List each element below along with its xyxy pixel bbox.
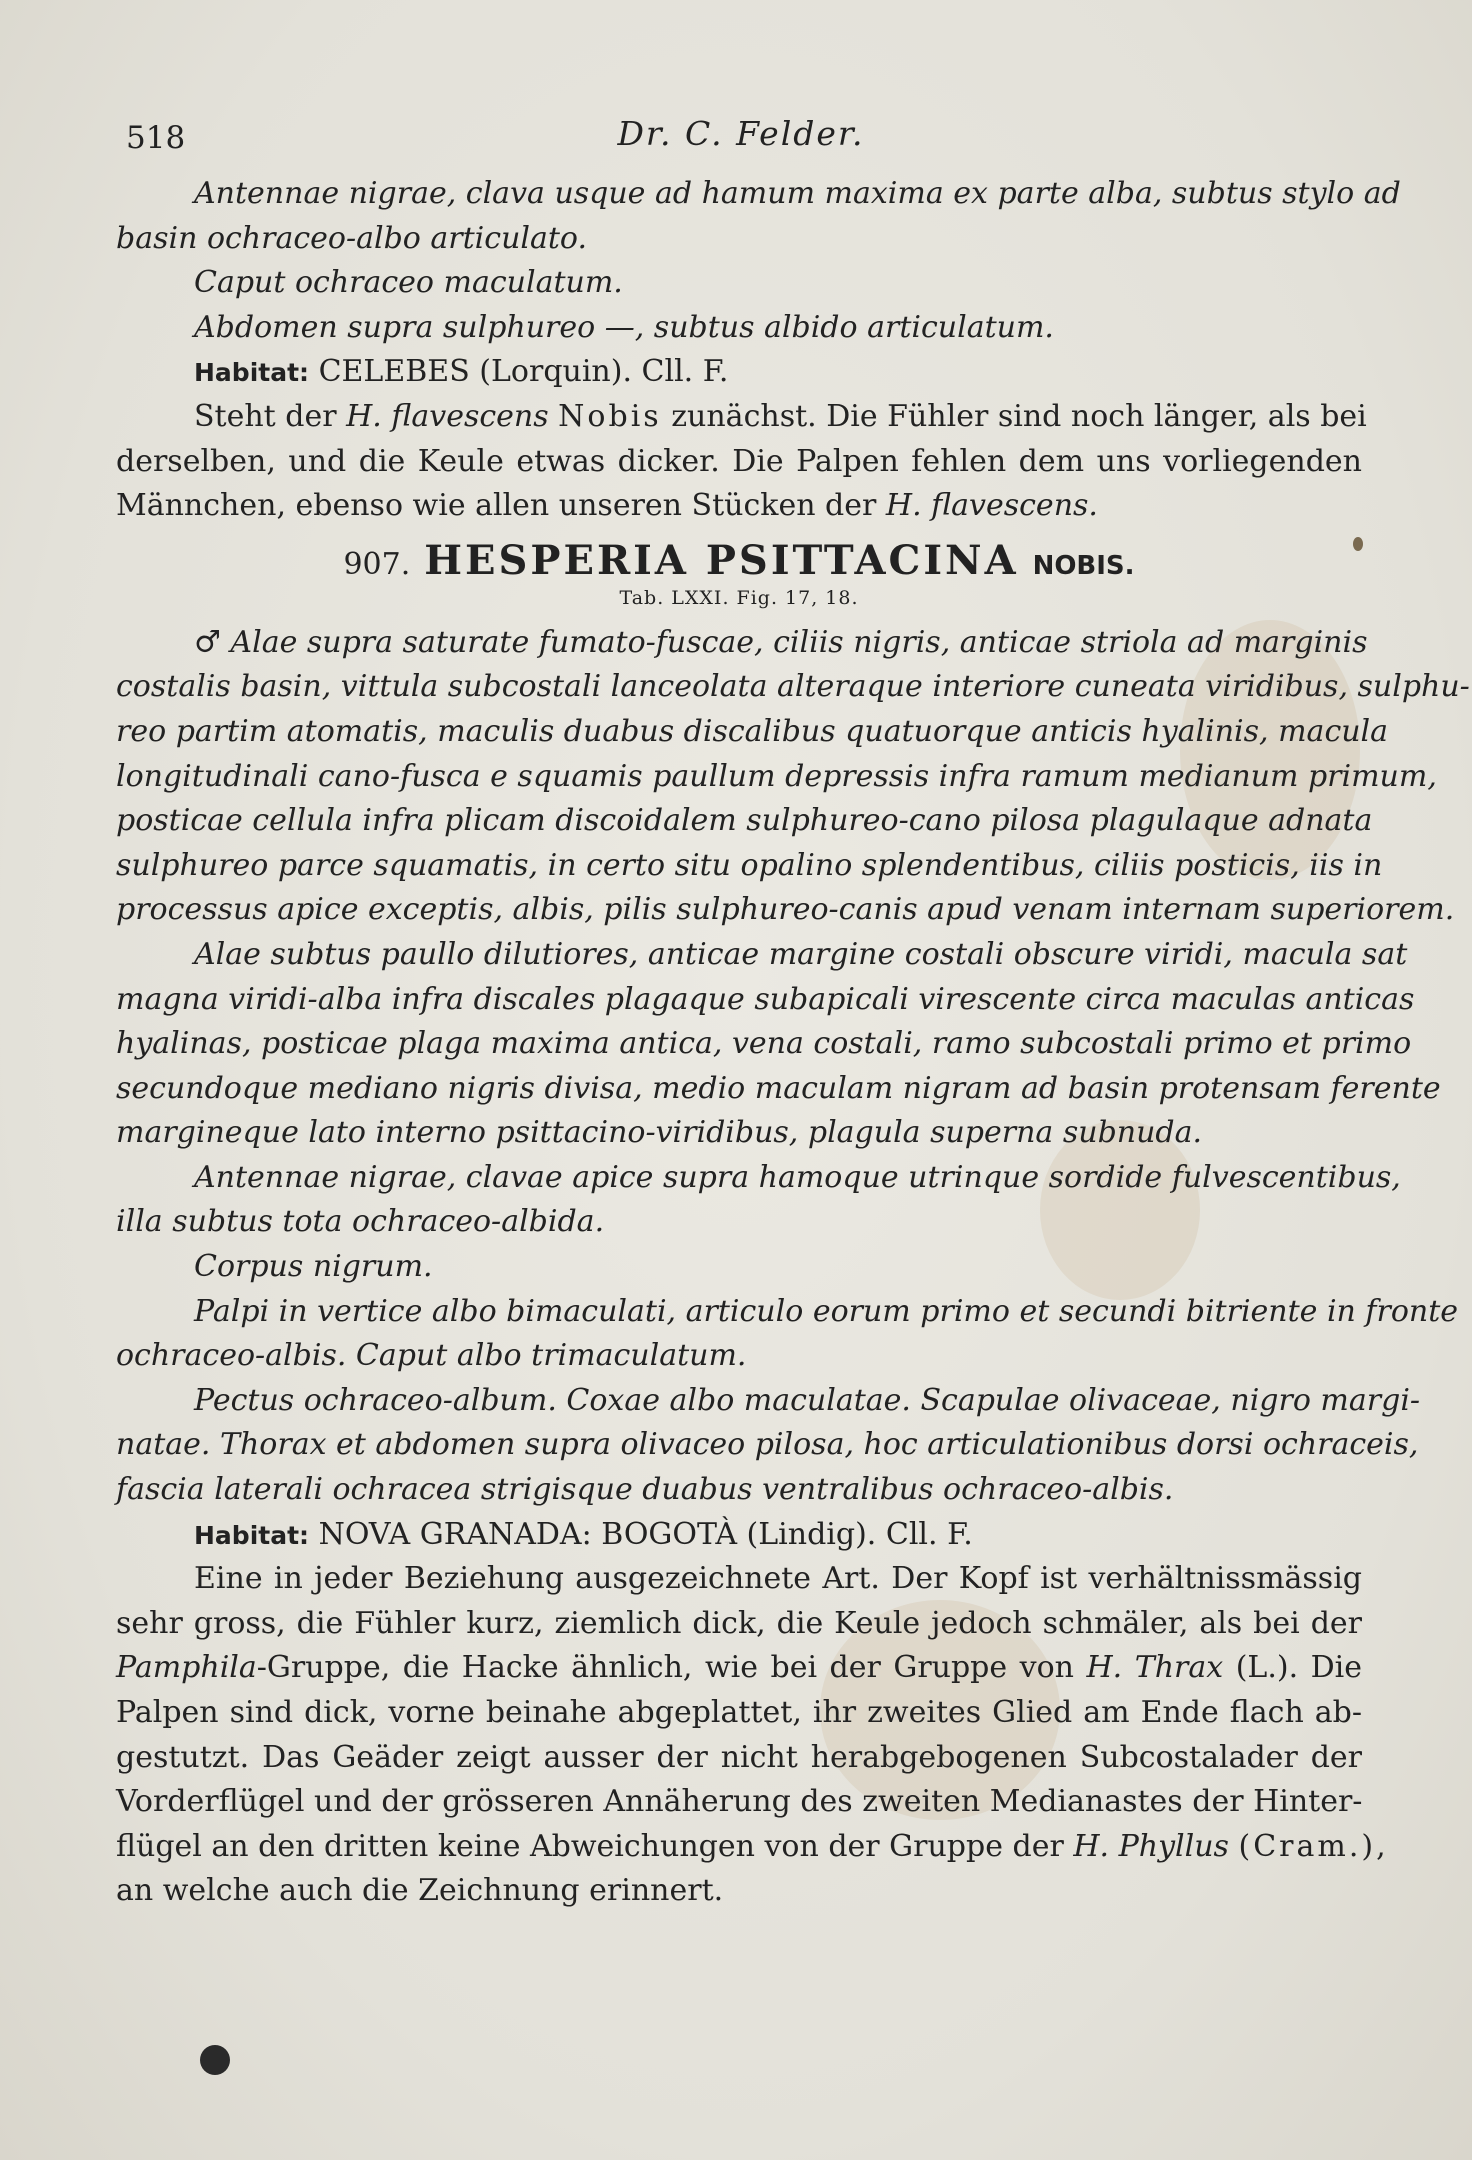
species-ref: H. flavescens. xyxy=(885,488,1098,524)
text-span: Steht der xyxy=(194,398,337,434)
text-line: ♂ Alae supra saturate fumato-fuscae, ciliis nigris, anticae striola ad marginis xyxy=(194,624,1368,660)
text-line: posticae cellula infra plicam discoidalem sulphureo-cano pilosa plagulaque adnata xyxy=(116,803,1373,839)
text-line: Abdomen supra sulphureo —, subtus albido articulatum. xyxy=(194,309,1054,345)
text-line: Palpi in vertice albo bimaculati, articulo eorum primo et secundi bitriente in fronte xyxy=(194,1293,1459,1329)
text-line: secundoque mediano nigris divisa, medio maculam nigram ad basin protensam ferente xyxy=(116,1070,1441,1106)
species-heading xyxy=(116,529,1362,621)
text-line: Antennae nigrae, clava usque ad hamum maxima ex parte alba, subtus stylo ad xyxy=(194,176,1401,211)
text-line: fascia laterali ochracea strigisque duabus ventralibus ochraceo-albis. xyxy=(116,1472,1174,1508)
text-line: an welche auch die Zeichnung erinnert. xyxy=(116,1873,724,1909)
text-span: flügel an den dritten keine Abweichungen von der Gruppe der xyxy=(116,1828,1064,1864)
description-upperside xyxy=(116,621,1470,933)
text-line: margineque lato interno psittacino-viridibus, plagula superna subnuda. xyxy=(116,1115,1203,1151)
plate-reference: Tab. LXXI. Fig. 17, 18. xyxy=(619,586,859,609)
ink-speck xyxy=(200,2045,230,2075)
description-palpi xyxy=(116,1290,1459,1379)
description-antennae xyxy=(116,1156,1401,1245)
author-ref: (Cram.), xyxy=(1238,1828,1389,1864)
text-line: reo partim atomatis, maculis duabus discalibus quatuorque anticis hyalinis, macula xyxy=(116,713,1389,749)
text-line: Vorderflügel und der grösseren Annäherung des zweiten Medianastes der Hinter- xyxy=(116,1784,1363,1820)
habitat-text: CELEBES (Lorquin). Cll. F. xyxy=(318,354,729,390)
text-line: Corpus nigrum. xyxy=(194,1249,433,1285)
text-span: -Gruppe, die Hacke ähnlich, wie bei der Gruppe von xyxy=(256,1650,1074,1686)
text-line xyxy=(116,484,1362,529)
author-ref: Nobis xyxy=(558,398,662,434)
page-body xyxy=(116,172,1470,1914)
text-line: Palpen sind dick, vorne beinahe abgeplattet, ihr zweites Glied am Ende flach ab- xyxy=(116,1695,1362,1730)
text-line xyxy=(116,1646,1362,1691)
species-number: 907. xyxy=(343,546,411,582)
page-number: 518 xyxy=(126,120,186,156)
genus-ref: Pamphila xyxy=(116,1650,257,1686)
species-ref: H. Phyllus xyxy=(1073,1828,1229,1864)
text-line: derselben, und die Keule etwas dicker. Die Palpen fehlen dem uns vorliegenden xyxy=(116,443,1362,479)
species-ref: H. flavescens xyxy=(346,398,549,434)
text-span: (L.). Die xyxy=(1235,1650,1363,1686)
text-line: hyalinas, posticae plaga maxima antica, vena costali, ramo subcostali primo et primo xyxy=(116,1026,1412,1062)
text-line: costalis basin, vittula subcostali lanceolata alteraque interiore cuneata viridibus, sulphu- xyxy=(116,669,1470,705)
text-line: magna viridi-alba infra discales plagaque subapicali virescente circa maculas anticas xyxy=(116,981,1415,1017)
page-header xyxy=(126,110,1356,160)
text-line: natae. Thorax et abdomen supra olivaceo pilosa, hoc articulationibus dorsi ochraceis, xyxy=(116,1427,1419,1463)
text-line xyxy=(116,1825,1389,1870)
text-line: sehr gross, die Fühler kurz, ziemlich dick, die Keule jedoch schmäler, als bei der xyxy=(116,1605,1362,1641)
text-line: Alae subtus paullo dilutiores, anticae margine costali obscure viridi, macula sat xyxy=(194,936,1408,972)
species-ref: H. Thrax xyxy=(1086,1650,1224,1686)
text-line: sulphureo parce squamatis, in certo situ opalino splendentibus, ciliis posticis, iis in xyxy=(116,847,1383,883)
description-thorax xyxy=(116,1379,1421,1513)
habitat-line xyxy=(116,1513,1362,1558)
habitat-label: Habitat: xyxy=(194,1520,310,1550)
text-line xyxy=(116,395,1367,440)
species-name: HESPERIA PSITTACINA xyxy=(424,536,1019,584)
text-line: Pectus ochraceo-album. Coxae albo maculatae. Scapulae olivaceae, nigro margi- xyxy=(194,1382,1421,1418)
text-line: gestutzt. Das Geäder zeigt ausser der nicht herabgebogenen Subcostalader der xyxy=(116,1739,1362,1775)
text-line: longitudinali cano-fusca e squamis paullum depressis infra ramum medianum primum, xyxy=(116,758,1437,794)
running-head: Dr. C. Felder. xyxy=(617,114,865,153)
text-line: Caput ochraceo maculatum. xyxy=(194,265,623,301)
text-span: zunächst. Die Fühler sind noch länger, als bei xyxy=(671,398,1367,434)
description-underside xyxy=(116,933,1441,1156)
text-line: ochraceo-albis. Caput albo trimaculatum. xyxy=(116,1338,747,1374)
text-line: illa subtus tota ochraceo-albida. xyxy=(116,1204,605,1240)
species-author: NOBIS. xyxy=(1032,550,1135,581)
text-line: basin ochraceo-albo articulato. xyxy=(116,220,587,256)
text-line: Eine in jeder Beziehung ausgezeichnete Art. Der Kopf ist verhältnissmässig xyxy=(194,1561,1362,1597)
text-line: Antennae nigrae, clavae apice supra hamoque utrinque sordide fulvescentibus, xyxy=(194,1159,1401,1195)
species-title xyxy=(116,537,1362,584)
habitat-line xyxy=(116,350,1362,395)
text-span: Männchen, ebenso wie allen unseren Stücken der xyxy=(116,488,877,524)
habitat-label: Habitat: xyxy=(194,358,310,388)
text-line: processus apice exceptis, albis, pilis sulphureo-canis apud venam internam superiorem. xyxy=(116,892,1455,928)
habitat-text: NOVA GRANADA: BOGOTÀ (Lindig). Cll. F. xyxy=(318,1516,973,1552)
